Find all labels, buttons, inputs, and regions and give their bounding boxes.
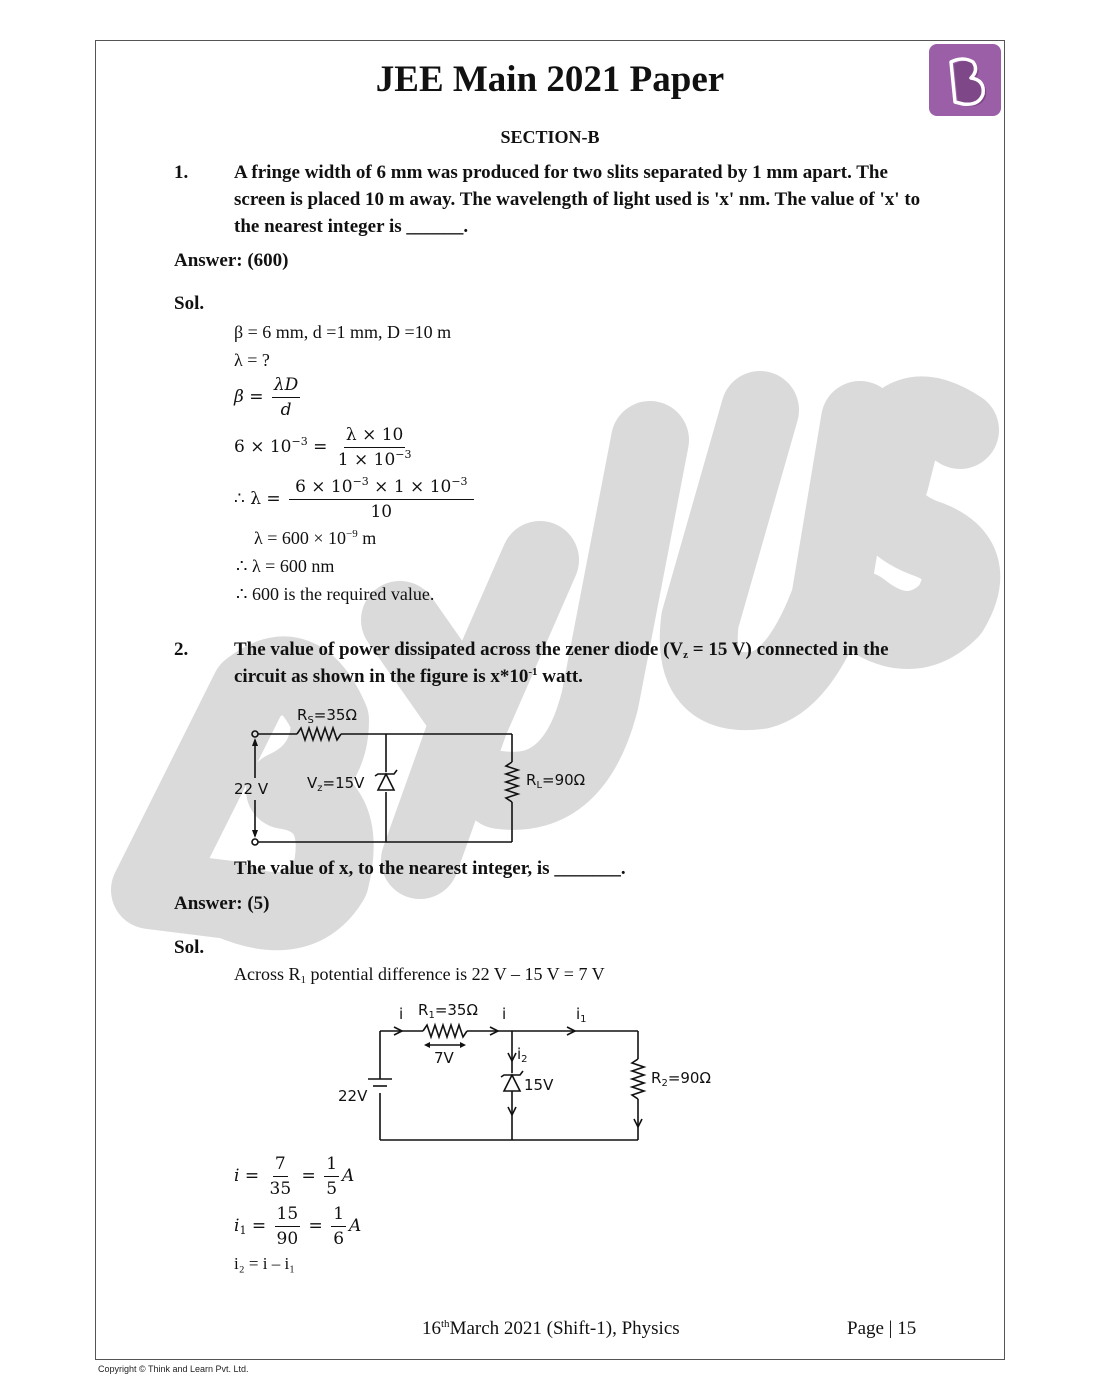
page-number: Page | 15 <box>847 1318 917 1339</box>
solution-given: β = 6 mm, d =1 mm, D =10 m <box>234 322 452 342</box>
answer-label: Answer: (600) <box>174 250 289 271</box>
svg-text:i1: $i_1$ <box>576 1005 587 1025</box>
zener-circuit-diagram <box>225 700 625 850</box>
equation-fringe-width: β = $\frac{\lambda D}{d}$ <box>234 375 299 420</box>
svg-text:R1=35Ω: $R_1=35\Omega$ <box>418 1001 478 1021</box>
svg-text:RS=35Ω: $R_S=35\Omega$ <box>297 706 357 726</box>
svg-text:Vz=15V: $V_z=15V$ <box>307 774 365 794</box>
question-number: 1. <box>174 162 189 183</box>
section-heading: SECTION-B <box>500 127 600 147</box>
footer-exam-info: 16thMarch 2021 (Shift-1), Physics <box>422 1318 680 1339</box>
question-text: The value of power dissipated across the zener diode ($V_z = 15$ V) connected in the circuit as shown in the figure is $x*10^{-1}$ watt. <box>234 639 889 687</box>
svg-text:22V: 22V <box>338 1087 368 1105</box>
svg-text:RL=90Ω: $R_L=90\Omega$ <box>526 771 586 791</box>
svg-text:i2: $i_2$ <box>517 1045 528 1065</box>
solution-label: Sol. <box>174 293 205 314</box>
byjus-b-logo-icon <box>929 44 1001 116</box>
svg-text:i: i <box>502 1005 507 1023</box>
solution-potential-difference: Across $R_1$ potential difference is 22 V – 15 V = 7 V <box>234 964 605 986</box>
svg-text:15V: 15V <box>524 1076 554 1094</box>
equation-substitution: $6 \times 10^{-3}$ = $\frac{\lambda \times 10}{1 \times 10^{-3}}$ <box>234 425 412 470</box>
solution-label: Sol. <box>174 937 205 958</box>
svg-text:R2=90Ω: $R_2=90\Omega$ <box>651 1069 711 1089</box>
svg-text:7V: 7V <box>434 1049 454 1067</box>
question-followup: The value of x, to the nearest integer, is _______. <box>234 858 626 879</box>
solution-conclusion: ∴ 600 is the required value. <box>236 584 435 604</box>
copyright-notice: Copyright © Think and Learn Pvt. Ltd. <box>98 1364 249 1374</box>
solution-unknown: λ = ? <box>234 350 270 370</box>
svg-text:22 V: 22 V <box>234 780 269 798</box>
answer-label: Answer: (5) <box>174 893 270 914</box>
solution-lambda-value: $\lambda = 600 \times 10^{-9}$ m <box>254 528 377 548</box>
current-distribution-circuit-diagram <box>330 995 730 1145</box>
equation-current-i1: $i_1$ = $\frac{15}{90}$ = $\frac{1}{6}$ A <box>234 1204 362 1249</box>
svg-text:i: i <box>399 1005 404 1023</box>
question-number: 2. <box>174 639 189 660</box>
equation-lambda: ∴ λ = $\frac{6 \times 10^{-3} \times 1 \times 10^{-3}}{10}$ <box>234 476 477 523</box>
question-text: A fringe width of 6 mm was produced for two slits separated by 1 mm apart. The screen is placed 10 m away. The wavelength of light used is 'x' nm. The value of 'x' to the nearest integer is ______. <box>234 162 921 237</box>
page-title: JEE Main 2021 Paper <box>375 59 725 100</box>
solution-lambda-nm: ∴ λ = 600 nm <box>236 556 335 576</box>
equation-current-i2: i₂ = i – i₁ <box>234 1254 296 1273</box>
equation-current-i: i = $\frac{7}{35}$ = $\frac{1}{5}$ A <box>234 1154 355 1199</box>
